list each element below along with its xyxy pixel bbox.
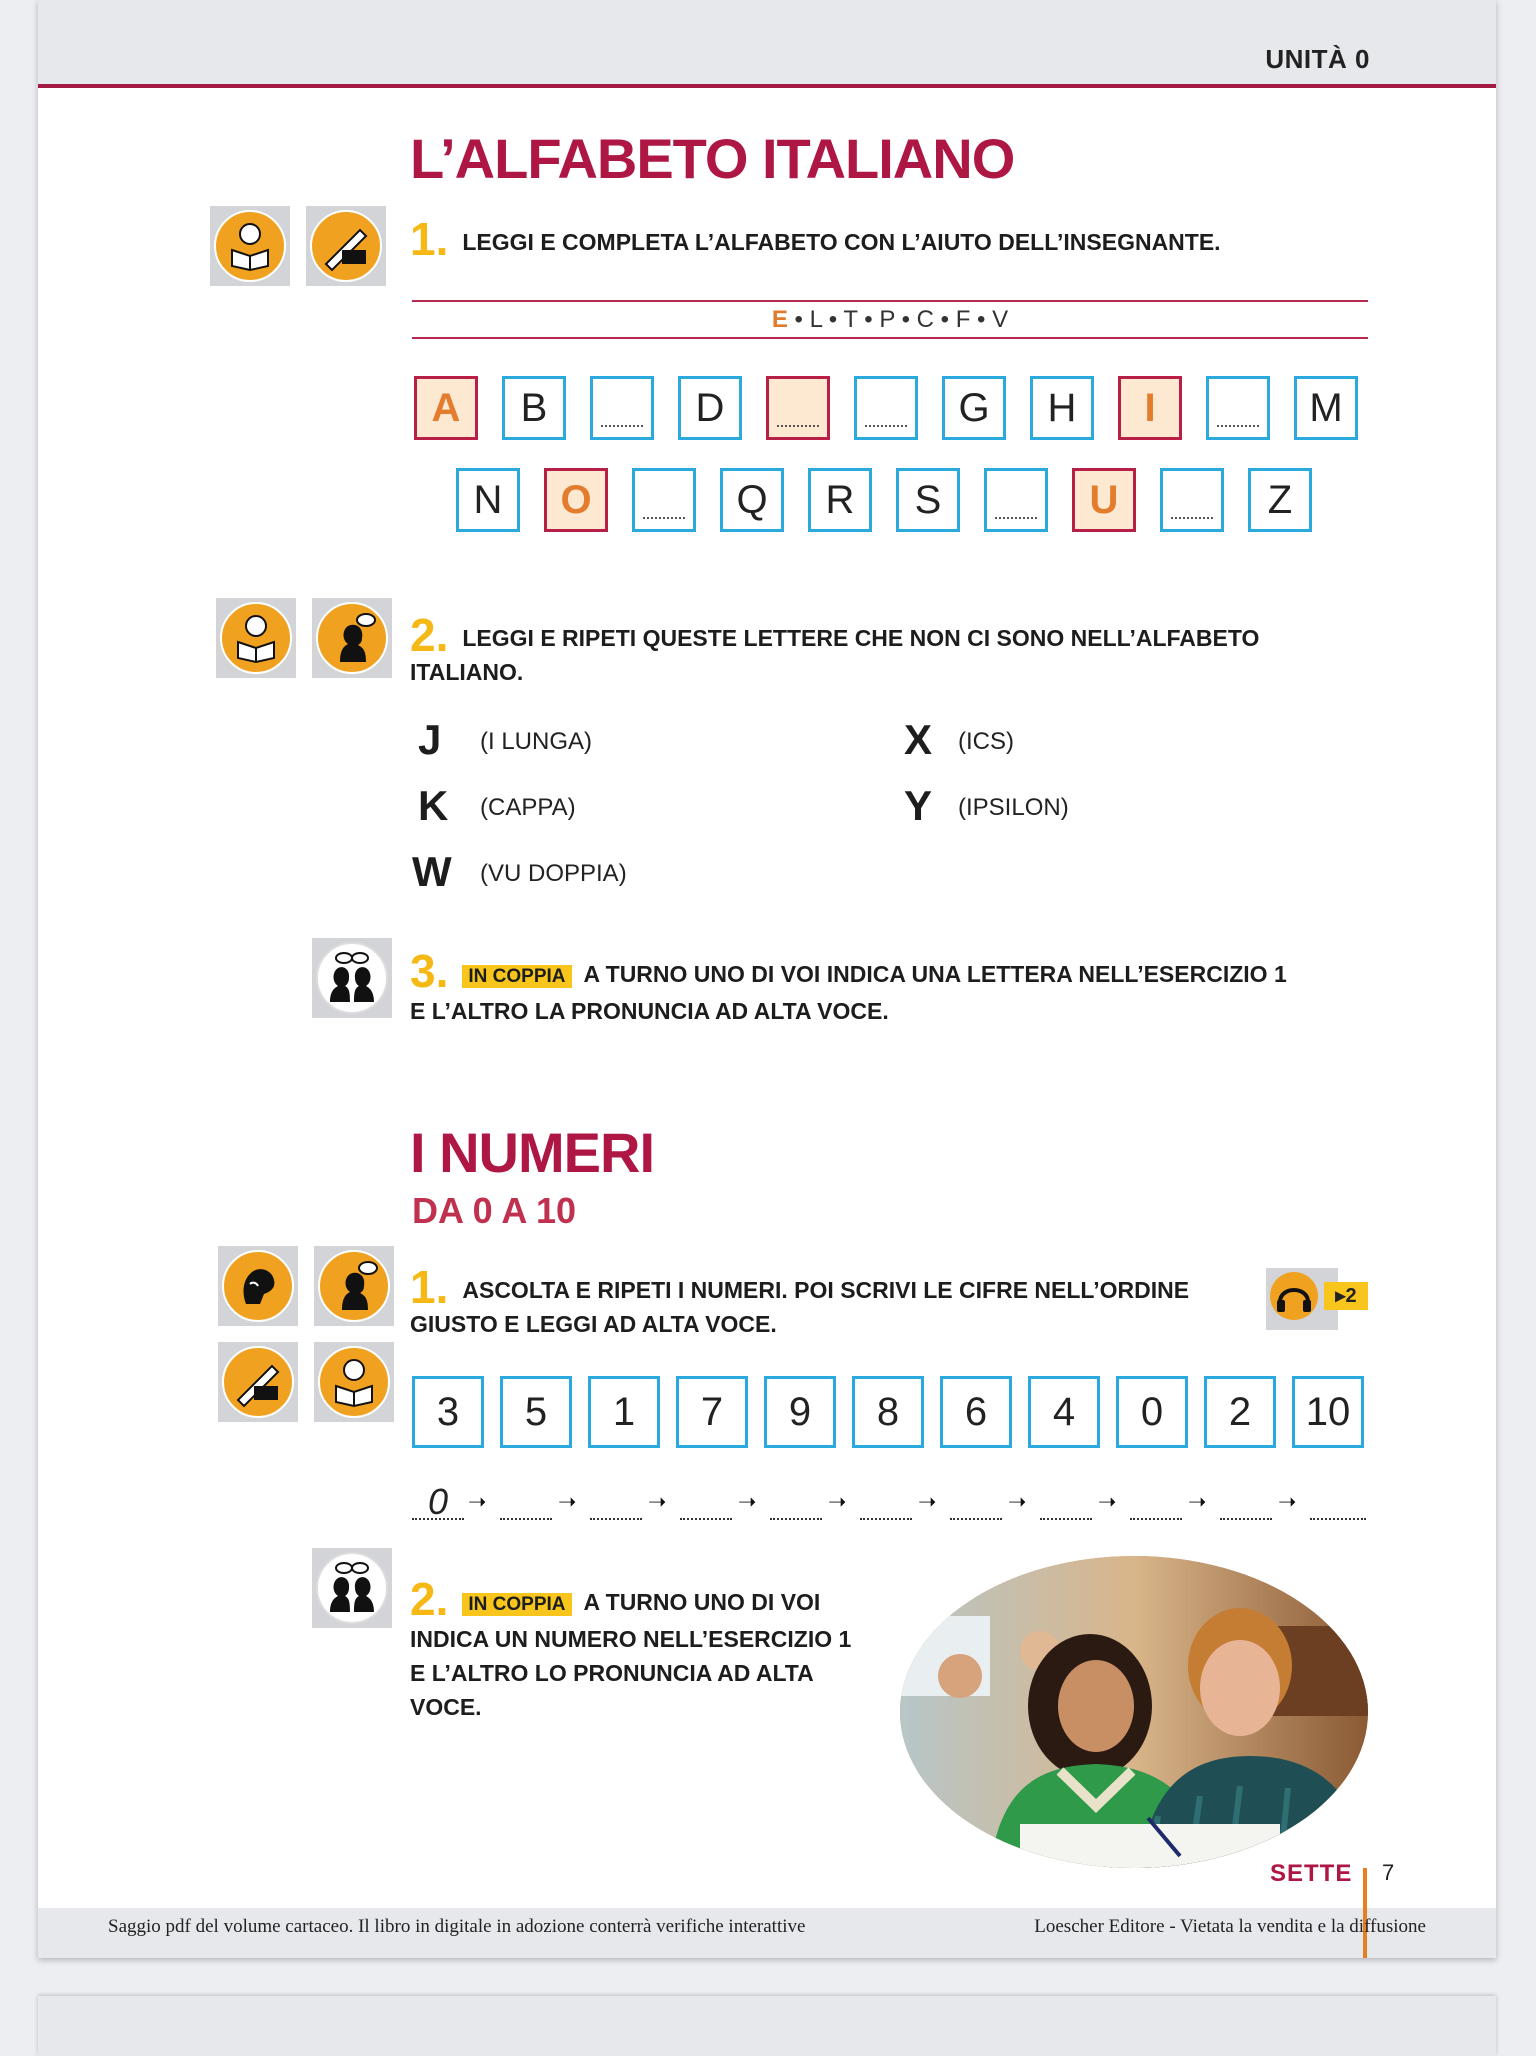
- order-answer-blank[interactable]: [1040, 1490, 1092, 1520]
- number-box: 4: [1028, 1376, 1100, 1448]
- number-box: 9: [764, 1376, 836, 1448]
- headphones-icon: [1270, 1272, 1318, 1320]
- page-word: SETTE: [1270, 1860, 1353, 1887]
- foreign-letter-k-name: (CAPPA): [480, 794, 576, 821]
- letter-box-u: U: [1072, 468, 1136, 532]
- exercise-instruction: LEGGI E COMPLETA L’ALFABETO CON L’AIUTO DELL’INSEGNANTE.: [462, 229, 1221, 255]
- foreign-letter-w-name: (VU DOPPIA): [480, 860, 627, 887]
- number-box: 0: [1116, 1376, 1188, 1448]
- letter-box-m: M: [1294, 376, 1358, 440]
- foreign-letter-y-name: (IPSILON): [958, 794, 1069, 821]
- reading-icon: [314, 1342, 394, 1422]
- letter-box-o: O: [544, 468, 608, 532]
- arrow-icon: ➝: [648, 1489, 667, 1514]
- foreign-letter-k: K: [418, 782, 449, 829]
- alphabet-exercise-2: 2. LEGGI E RIPETI QUESTE LETTERE CHE NON CI SONO NELL’ALFABETO ITALIANO.: [410, 609, 1260, 685]
- numbers-exercise-1: 1. ASCOLTA E RIPETI I NUMERI. POI SCRIVI LE CIFRE NELL’ORDINE GIUSTO E LEGGI AD ALTA VOCE.: [410, 1261, 1190, 1337]
- letter-box-s: S: [896, 468, 960, 532]
- numbers-section-title: I NUMERI: [410, 1121, 654, 1184]
- order-answer-blank[interactable]: [770, 1490, 822, 1520]
- letter-box-n: N: [456, 468, 520, 532]
- order-answer-blank[interactable]: [1130, 1490, 1182, 1520]
- foreign-letter-x: X: [904, 716, 933, 763]
- number-box: 8: [852, 1376, 924, 1448]
- number-box: 2: [1204, 1376, 1276, 1448]
- footer-right-note: Loescher Editore - Vietata la vendita e la diffusione: [1034, 1916, 1426, 1937]
- letter-box-d: D: [678, 376, 742, 440]
- pair-work-tag: IN COPPIA: [462, 965, 571, 988]
- letter-box-h: H: [1030, 376, 1094, 440]
- letter-box-i: I: [1118, 376, 1182, 440]
- letter-blank-f[interactable]: [854, 376, 918, 440]
- listening-icon: [218, 1246, 298, 1326]
- foreign-letter-w: W: [412, 848, 452, 895]
- arrow-icon: ➝: [1278, 1489, 1297, 1514]
- foreign-letter-x-name: (ICS): [958, 728, 1014, 755]
- arrow-icon: ➝: [1188, 1489, 1207, 1514]
- arrow-icon: ➝: [918, 1489, 937, 1514]
- letter-blank-l[interactable]: [1206, 376, 1270, 440]
- order-answer-blank[interactable]: [1220, 1490, 1272, 1520]
- speaking-icon: [312, 598, 392, 678]
- letter-blank-c[interactable]: [590, 376, 654, 440]
- alphabet-exercise-3: 3. IN COPPIA A TURNO UNO DI VOI INDICA UNA LETTERA NELL’ESERCIZIO 1 E L’ALTRO LA PRONUNCIA AD ALTA VOCE.: [410, 945, 1287, 1024]
- order-answer-blank[interactable]: [500, 1490, 552, 1520]
- number-box: 1: [588, 1376, 660, 1448]
- letter-box-r: R: [808, 468, 872, 532]
- numbers-section-subtitle: DA 0 A 10: [412, 1190, 577, 1231]
- letter-box-z: Z: [1248, 468, 1312, 532]
- letter-blank-p[interactable]: [632, 468, 696, 532]
- foreign-letter-j-name: (I LUNGA): [480, 728, 593, 755]
- arrow-icon: ➝: [558, 1489, 577, 1514]
- audio-track-button[interactable]: [1266, 1268, 1357, 1330]
- number-box: 3: [412, 1376, 484, 1448]
- number-box: 5: [500, 1376, 572, 1448]
- next-page-preview: [38, 1996, 1496, 2056]
- letter-blank-v[interactable]: [1160, 468, 1224, 532]
- audio-track-number: ▸2: [1324, 1282, 1368, 1310]
- reading-icon: [210, 206, 290, 286]
- number-box: 6: [940, 1376, 1012, 1448]
- alphabet-section-title: L’ALFABETO ITALIANO: [410, 127, 1015, 190]
- letter-box-b: B: [502, 376, 566, 440]
- arrow-icon: ➝: [468, 1489, 487, 1514]
- unit-label: UNITÀ 0: [1265, 44, 1370, 74]
- letter-box-g: G: [942, 376, 1006, 440]
- pair-work-icon: [312, 938, 392, 1018]
- order-answer-first: 0: [412, 1490, 464, 1520]
- letter-box-a: A: [414, 376, 478, 440]
- arrow-icon: ➝: [828, 1489, 847, 1514]
- order-answer-blank[interactable]: [590, 1490, 642, 1520]
- writing-icon: [218, 1342, 298, 1422]
- letter-blank-t[interactable]: [984, 468, 1048, 532]
- arrow-icon: ➝: [1098, 1489, 1117, 1514]
- letters-to-insert: E • L • T • P • C • F • V: [771, 306, 1009, 333]
- numbers-exercise-2: 2. IN COPPIA A TURNO UNO DI VOI INDICA UN NUMERO NELL’ESERCIZIO 1 E L’ALTRO LO PRONUNCIA AD ALTA VOCE.: [410, 1573, 852, 1720]
- reading-icon: [216, 598, 296, 678]
- students-photo: [900, 1556, 1368, 1868]
- letters-top-rule: [412, 300, 1368, 302]
- order-answer-blank[interactable]: [950, 1490, 1002, 1520]
- speaking-icon: [314, 1246, 394, 1326]
- alphabet-exercise-1: [410, 213, 1221, 265]
- foreign-letter-j: J: [418, 716, 442, 763]
- pair-work-tag: IN COPPIA: [462, 1593, 571, 1616]
- page-number: 7: [1382, 1860, 1395, 1885]
- arrow-icon: ➝: [738, 1489, 757, 1514]
- textbook-page: [38, 0, 1496, 1958]
- letter-blank-e[interactable]: [766, 376, 830, 440]
- page-number-rule: [1363, 1868, 1367, 1958]
- pair-work-icon: [312, 1548, 392, 1628]
- writing-icon: [306, 206, 386, 286]
- footer-left-note: Saggio pdf del volume cartaceo. Il libro in digitale in adozione conterrà verifiche interattive: [108, 1916, 806, 1937]
- order-answer-blank[interactable]: [1310, 1490, 1366, 1520]
- number-box: 10: [1292, 1376, 1364, 1448]
- order-answer-blank[interactable]: [680, 1490, 732, 1520]
- arrow-icon: ➝: [1008, 1489, 1027, 1514]
- foreign-letter-y: Y: [904, 782, 933, 829]
- exercise-number: 1.: [410, 213, 449, 265]
- letter-box-q: Q: [720, 468, 784, 532]
- number-box: 7: [676, 1376, 748, 1448]
- letters-bottom-rule: [412, 337, 1368, 339]
- order-answer-blank[interactable]: [860, 1490, 912, 1520]
